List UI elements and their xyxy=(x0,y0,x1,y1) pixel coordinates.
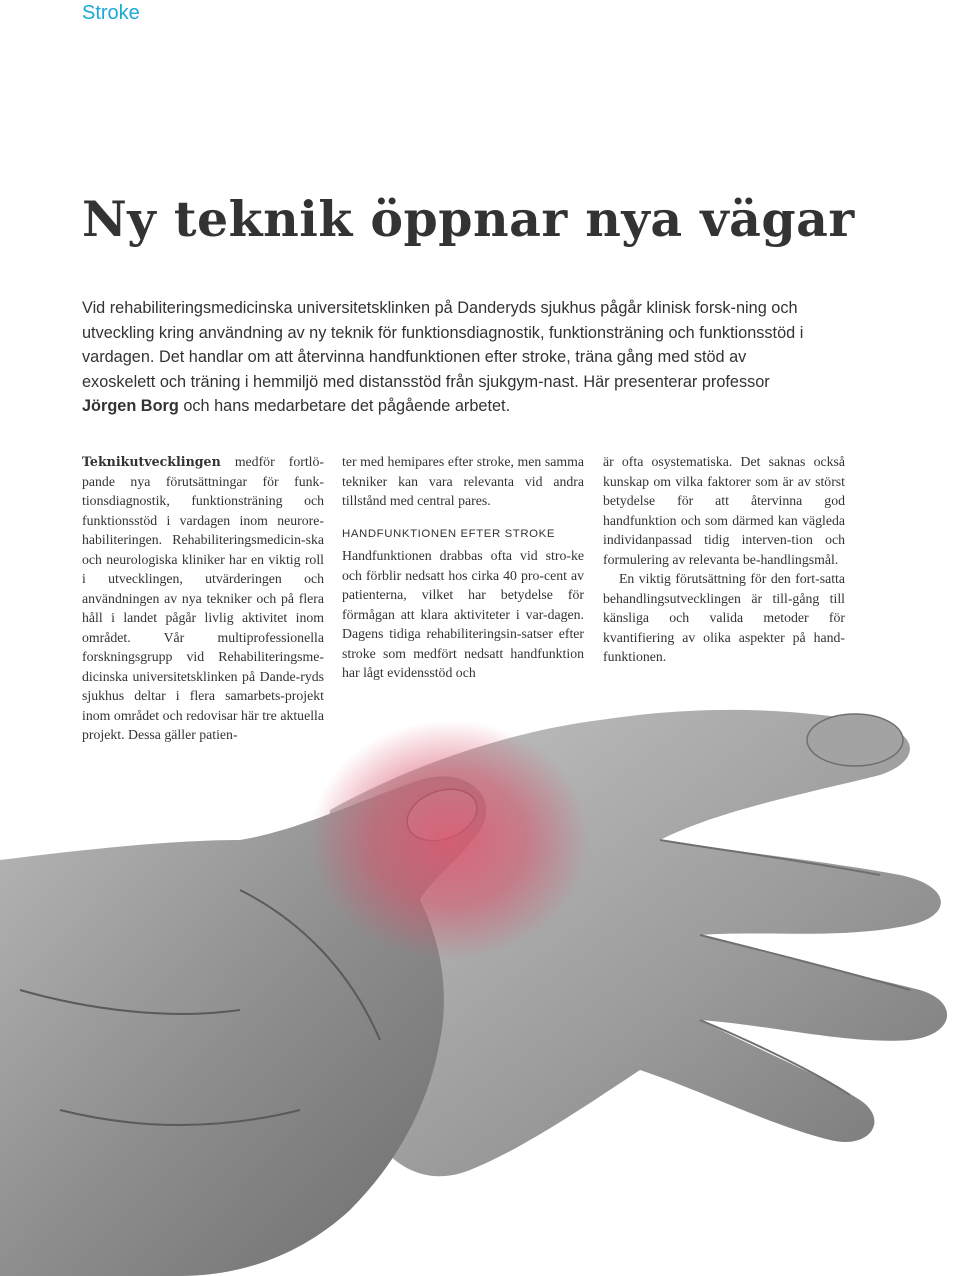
column-3-paragraph-2: En viktig förutsättning för den fort-satta behandlingsutvecklingen är till-gång till känsliga och valida metoder för kvantifiering av olika aspekter på hand-funktionen. xyxy=(603,571,845,664)
lead-text-end: och hans medarbetare det pågående arbetet. xyxy=(178,397,511,415)
column-2-paragraph-2: Handfunktionen drabbas ofta vid stro-ke och förblir nedsatt hos cirka 40 pro-cent av patienterna, vilket har betydelse för förmågan att klara aktiviteter i var-dagen. Dagens tidiga rehabiliteringsin-satser efter stroke som medfört nedsatt handfunktion har lågt evidensstöd och xyxy=(342,548,584,680)
column-3-paragraph-1: är ofta osystematiska. Det saknas också kunskap om vilka faktorer som är av störst betydelse för att återvinna god handfunktion och som därmed kan vägleda individanpassad tidig interven-tion och formulering av relevanta be-handlingsmål. xyxy=(603,454,845,567)
pain-highlight xyxy=(310,720,590,960)
lead-paragraph xyxy=(82,296,822,419)
section-label: Stroke xyxy=(82,2,140,24)
text-column-3 xyxy=(603,452,845,667)
column-1-text: medför fortlö-pande nya förutsättningar för funk-tionsdiagnostik, funktionsträning och funktionsstöd i vardagen inom neurore-habiliteringen. Rehabiliteringsmedicin-ska och neurologiska kliniker har en viktig roll i utvecklingen, utvärderingen och användningen av nya tekniker och på flera håll i landet pågår livlig aktivitet inom området. Vår multiprofessionella forskningsgrupp vid Rehabiliteringsme-dicinska universitetsklinken på Dande-ryds sjukhus deltar i flera samarbets-projekt inom området och redovisar här tre aktuella projekt. Dessa gäller patien- xyxy=(82,454,324,742)
lead-text-start: Vid rehabiliteringsmedicinska universitetsklinken på Danderyds sjukhus pågår klinisk forsk-ning och utveckling kring användning av ny teknik för funktionsdiagnostik, funktionsträning och funktionsstöd i vardagen. Det handlar om att återvinna handfunktionen efter stroke, träna gång med stöd av exoskelett och träning i hemmiljö med distansstöd från sjukgym-nast. Här presenterar professor xyxy=(82,299,804,391)
author-name: Jörgen Borg xyxy=(82,397,179,415)
text-column-2 xyxy=(342,452,584,683)
column-2-paragraph-1: ter med hemipares efter stroke, men samma tekniker kan vara relevanta vid andra tillstånd med central pares. xyxy=(342,454,584,508)
headline: Ny teknik öppnar nya vägar xyxy=(82,190,855,248)
lead-word: Teknikutvecklingen xyxy=(82,454,221,469)
subheading: HANDFUNKTIONEN EFTER STROKE xyxy=(342,527,556,540)
hand-photo xyxy=(0,690,960,1276)
